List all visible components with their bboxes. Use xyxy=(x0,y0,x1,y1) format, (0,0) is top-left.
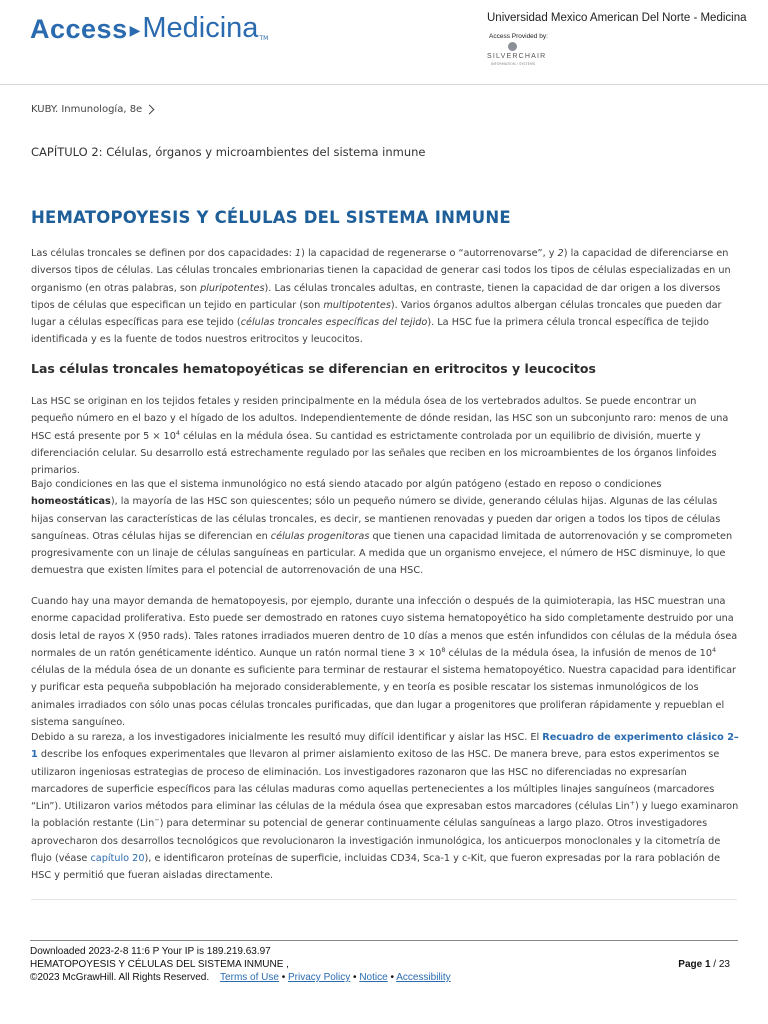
paragraph-isolation: Debido a su rareza, a los investigadores inicialmente les resultó muy difícil identificar y aislar las HSC. El Recuadro de experimento clásico 2–1 describe los enfoques experimentales que llevaron al primer aislamiento exitoso de las HSC. De manera breve, para estos experimentos se utilizaron ingeniosas estrategias de proceso de eliminación. Los investigadores razonaron que las HSC no diferenciadas no expresarían marcadores de superficie específicos para las células maduras como aquellas pertenecientes a los múltiples linajes sanguíneos (marcadores “Lin”). Utilizaron varios métodos para eliminar las células de la médula ósea que expresaban estos marcadores (células Lin+) y luego examinaron la población restante (Lin−) para determinar su potencial de generar continuamente células sanguíneas a largo plazo. Otros investigadores aprovecharon dos desarrollos tecnológicos que revolucionaron la investigación inmunológica, los anticuerpos monoclonales y la citometría de flujo (véase capítulo 20), e identificaron proteínas de superficie, incluidas CD34, Sca-1 y c-Kit, que fueron expresadas por la rara población de HSC y permitió que fueran aisladas directamente. xyxy=(31,732,739,882)
download-info: Downloaded 2023-2-8 11:6 P Your IP is 189.219.63.97 xyxy=(30,946,271,957)
breadcrumb[interactable] xyxy=(31,104,153,115)
chapter-20-link[interactable]: capítulo 20 xyxy=(90,853,145,865)
notice-link[interactable]: Notice xyxy=(359,972,388,983)
logo-medicina-text: Medicina xyxy=(142,12,259,44)
accessmedicina-logo[interactable] xyxy=(30,12,268,45)
logo-trademark: TM xyxy=(259,35,269,42)
classic-experiment-box-link[interactable]: Recuadro de experimento clásico 2–1 xyxy=(31,732,739,761)
page-footer xyxy=(30,945,451,984)
footer-divider xyxy=(30,940,738,941)
provider-name: SILVERCHAIR xyxy=(487,53,547,60)
copyright-text: ©2023 McGrawHill. All Rights Reserved. xyxy=(30,972,210,983)
paragraph-hsc-origin: Las HSC se originan en los tejidos fetales y residen principalmente en la médula ósea de los vertebrados adultos. Se puede encontrar un pequeño número en el bazo y el hígado de los adultos. Independientemente de dónde residan, las HSC son un subconjunto raro: menos de una HSC está presente por $5 \times 10^4$ células en la médula ósea. Su cantidad es estrictamente controlada por un equilibrio de división, muerte y diferenciación celular. Su desarrollo está estrechamente regulado por las señales que reciben en los microambientes de los órganos linfoides primarios. xyxy=(31,396,729,477)
privacy-policy-link[interactable]: Privacy Policy xyxy=(288,972,351,983)
terms-of-use-link[interactable]: Terms of Use xyxy=(220,972,279,983)
paragraph-homeostasis: Bajo condiciones en las que el sistema inmunológico no está siendo atacado por algún patógeno (estado en reposo o condiciones homeostáticas), la mayoría de las HSC son quiescentes; sólo un pequeño número se divide, generando células hijas. Algunas de las células hijas conservan las características de las células troncales, es decir, se mantienen renovadas y pueden dar origen a todos los tipos de células sanguíneas. Otras células hijas se diferencian en células progenitoras que tienen una capacidad limitada de autorrenovación y se comprometen progresivamente con un linaje de células sanguíneas en particular. A medida que un organismo envejece, el número de HSC disminuye, lo que demuestra que existen límites para el potencial de autorrenovación de una HSC. xyxy=(31,479,733,577)
paragraph-stem-cells: Las células troncales se definen por dos capacidades: 1) la capacidad de regenerarse o “autorrenovarse”, y 2) la capacidad de diferenciarse en diversos tipos de células. Las células troncales embrionarias tienen la capacidad de generar casi todos los tipos de células especializadas en un organismo (en otras palabras, son pluripotentes). Las células troncales adultas, en contraste, tienen la capacidad de dar origen a los diversos tipos de células que especifican un tejido en particular (son multipotentes). Varios órganos adultos albergan células troncales que pueden dar lugar a células específicas para ese tejido (células troncales específicas del tejido). La HSC fue la primera célula troncal específica de tejido identificada y es la fuente de todos nuestros eritrocitos y leucocitos. xyxy=(31,248,731,346)
silverchair-globe-icon xyxy=(508,42,517,51)
logo-arrow-icon: ▶ xyxy=(129,23,141,39)
breadcrumb-book[interactable]: KUBY. Inmunología, 8e xyxy=(31,104,143,115)
access-provided-label: Access Provided by: xyxy=(489,33,548,40)
institution-name: Universidad Mexico American Del Norte - Medicina xyxy=(487,12,747,24)
provider-tagline: INFORMATION / SYSTEMS xyxy=(491,62,536,66)
subsection-heading: Las células troncales hematopoyéticas se diferencian en eritrocitos y leucocitos xyxy=(31,361,596,376)
chapter-title: CAPÍTULO 2: Células, órganos y microambientes del sistema inmune xyxy=(31,145,426,159)
paragraph-proliferation: Cuando hay una mayor demanda de hematopoyesis, por ejemplo, durante una infección o después de la quimioterapia, las HSC muestran una enorme capacidad proliferativa. Esto puede ser demostrado en ratones cuyo sistema hematopoyético ha sido completamente destruido por una dosis letal de rayos X (950 rads). Tales ratones irradiados mueren dentro de 10 días a menos que estén infundidos con células de la médula ósea normales de un ratón genéticamente idéntico. Aunque un ratón normal tiene $3 \times 10^8$ células de la médula ósea, la infusión de menos de $10^4$ células de la médula ósea de un donante es suficiente para terminar de restaurar el sistema hematopoyético. Nuestra capacidad para identificar y purificar esta pequeña subpoblación ha mejorado considerablemente, y en teoría es posible rescatar los sistemas inmunológicos de los animales irradiados con sólo unas pocas células troncales purificadas, que dan lugar a progenitores que proliferan rápidamente y repueblan el sistema sanguíneo. xyxy=(31,596,738,729)
glossary-term-homeostaticas[interactable]: homeostáticas xyxy=(31,496,111,508)
logo-access-text: Access xyxy=(30,14,128,44)
footer-legal-line: ©2023 McGrawHill. All Rights Reserved. Terms of Use • Privacy Policy • Notice • Accessibility xyxy=(30,972,451,983)
accessibility-link[interactable]: Accessibility xyxy=(396,972,451,983)
page-number: Page 1 / 23 xyxy=(678,959,730,970)
content-divider xyxy=(31,899,737,900)
footer-section-title: HEMATOPOYESIS Y CÉLULAS DEL SISTEMA INMUNE , xyxy=(30,959,289,970)
header-divider xyxy=(0,84,768,85)
chevron-right-icon xyxy=(145,105,155,115)
section-title: HEMATOPOYESIS Y CÉLULAS DEL SISTEMA INMUNE xyxy=(31,208,511,227)
site-header xyxy=(0,0,768,84)
